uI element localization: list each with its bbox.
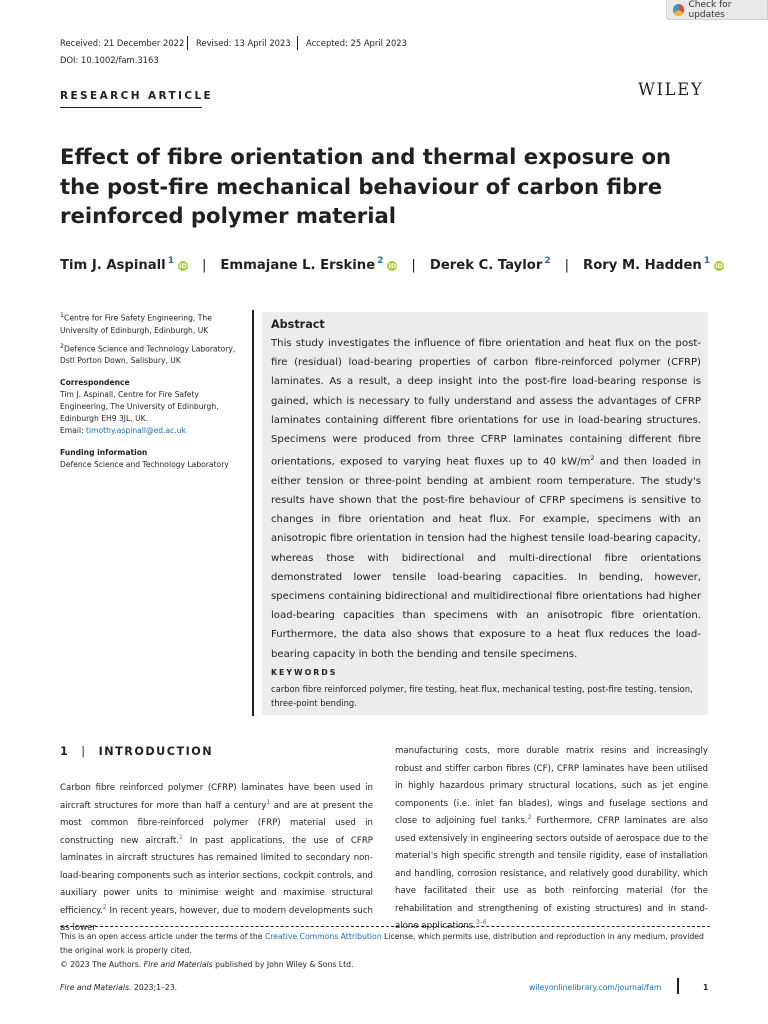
body-column-left [60, 780, 373, 938]
orcid-icon[interactable]: iD [388, 262, 397, 270]
abstract-text-part: and then loaded in either tension or three-point bending at ambient room temperature. The study's results have shown that the post-fire behaviour of CFRP specimens is sensitive to changes in fibre orientation and heat flux. For example, specimens with an anisotropic fibre orientation in tension had the highest tensile load-bearing capacity, whereas those with bidirectional and multi-directional fibre orientations demonstrated lower tensile load-bearing capacities. In bending, however, specimens containing bidirectional and multidirectional fibre orientations had higher load-bearing capacities than specimens with an anisotropic fibre orientation. Furthermore, the data also shows that exposure to a heat flux reduces the load-bearing capacity in both the bending and tensile specimens. [271, 456, 701, 660]
abstract-heading: Abstract [271, 318, 325, 331]
affiliation-1 [60, 310, 246, 337]
affiliation-2 [60, 341, 246, 368]
affiliation-text: Centre for Fire Safety Engineering, The University of Edinburgh, Edinburgh, UK [60, 313, 212, 335]
author-affiliation-number: 2 [544, 256, 551, 266]
orcid-icon[interactable]: iD [715, 262, 723, 270]
author-name-text: Emmajane L. Erskine [220, 258, 376, 273]
correspondence-text: Tim J. Aspinall, Centre for Fire Safety Engineering, The University of Edinburgh, Edinburgh EH9 3JL, UK. [60, 390, 219, 424]
author-name[interactable] [60, 258, 188, 273]
crossmark-icon [673, 4, 684, 16]
article-type-label: RESEARCH ARTICLE [60, 90, 214, 102]
abstract-side-rule [252, 310, 254, 716]
body-text: In past applications, the use of CFRP laminates in aircraft structures has remained limited to secondary non-load-bearing components such as interior sections, cockpit controls, and auxiliary power units to minimise weight and maximise structural efficiency. [60, 835, 373, 916]
body-text: Carbon fibre reinforced polymer (CFRP) laminates have been used in aircraft structures for more than half a century [60, 783, 373, 811]
citation-volume: 2023;1–23. [131, 983, 178, 992]
copyright-text: published by John Wiley & Sons Ltd. [212, 960, 354, 969]
creative-commons-link[interactable]: Creative Commons Attribution [264, 932, 382, 941]
revised-date: Revised: 13 April 2023 [196, 38, 291, 48]
received-date: Received: 21 December 2022 [60, 38, 185, 48]
section-divider: | [81, 745, 87, 758]
reference-link[interactable]: 2 [102, 903, 107, 911]
abstract-text [271, 334, 701, 664]
article-title: Effect of fibre orientation and thermal exposure on the post-fire mechanical behaviour of carbon fibre reinforced polymer material [60, 144, 672, 228]
correspondence-heading: Correspondence [60, 378, 130, 388]
journal-url-link[interactable]: wileyonlinelibrary.com/journal/fam [529, 983, 662, 992]
publisher-logo: WILEY [638, 80, 704, 99]
affiliation-number: 1 [60, 312, 65, 319]
unit-superscript: 2 [590, 454, 595, 463]
author-separator: | [201, 258, 207, 273]
license-text-part: License, which permits use, distribution and reproduction in any medium, provided the original work is properly cited. [60, 932, 704, 955]
section-heading-introduction [60, 745, 213, 758]
check-for-updates-badge[interactable] [666, 0, 768, 20]
correspondence-email-line [60, 425, 246, 437]
check-for-updates-label: Check for updates [688, 0, 732, 20]
section-number: 1 [60, 745, 70, 758]
footer-rule [677, 978, 679, 994]
abstract-text-part: This study investigates the influence of fibre orientation and heat flux on the post-fire (residual) load-bearing properties of carbon fibre-reinforced polymer (CFRP) laminates. As a result, a deep insight into the post-fire load-bearing response is gained, which is necessary to fully understand and assess the advantages of CFRP laminates containing different fibre orientations for use in load-bearing structures. Specimens were produced from three CFRP laminates containing different fibre orientations, exposed to varying heat fluxes up to 40 kW/m [271, 338, 701, 468]
correspondence-email-link[interactable]: timothy.aspinall@ed.ac.uk [86, 426, 186, 436]
author-separator: | [411, 258, 416, 273]
body-text: and are at present the most common fibre-reinforced polymer (FRP) material used in constructing new aircraft. [60, 800, 373, 846]
journal-title: Fire and Materials. [60, 983, 132, 992]
journal-name: Fire and Materials [143, 960, 213, 969]
journal-citation [60, 983, 177, 992]
article-info-column [60, 310, 246, 475]
page-number: 1 [703, 983, 709, 992]
author-name-text: Tim J. Aspinall [60, 258, 166, 273]
author-name[interactable] [583, 258, 724, 273]
author-affiliation-number: 2 [377, 256, 384, 266]
funding-text: Defence Science and Technology Laboratory [60, 460, 229, 470]
author-affiliation-number: 1 [167, 256, 174, 266]
author-name[interactable] [430, 258, 551, 273]
doi[interactable]: DOI: 10.1002/fam.3163 [60, 55, 159, 65]
reference-link[interactable]: 2 [527, 814, 532, 822]
author-name-text: Rory M. Hadden [583, 258, 702, 273]
meta-divider [297, 36, 298, 50]
author-name-text: Derek C. Taylor [429, 258, 543, 273]
accepted-date: Accepted: 25 April 2023 [306, 38, 407, 48]
meta-divider [187, 36, 188, 50]
author-name[interactable] [220, 258, 397, 273]
reference-link[interactable]: 1 [179, 833, 183, 841]
affiliation-text: Defence Science and Technology Laboratory, Dstl Porton Down, Salisbury, UK [60, 344, 236, 366]
article-type-rule [60, 107, 202, 108]
body-column-right [395, 743, 708, 936]
copyright-text: © 2023 The Authors. [60, 960, 144, 969]
keywords-text: carbon fibre reinforced polymer, fire testing, heat flux, mechanical testing, post-fire testing, tension, three-point bending. [271, 684, 693, 708]
funding-heading: Funding information [60, 448, 148, 458]
license-text-part: This is an open access article under the terms of the [60, 932, 265, 941]
body-text: Furthermore, CFRP laminates are also used extensively in engineering sectors outside of aerospace due to the material's high specific strength and tensile rigidity, ease of installation and handling, corrosion resistance, and relatively good durability, which have facilitated their use as both reinforcing material (for the rehabilitation and strengthening of existing structures) and in stand-alone applications. [395, 816, 708, 931]
section-title: INTRODUCTION [98, 745, 214, 758]
reference-link[interactable]: 1 [266, 798, 271, 806]
email-label: Email: [60, 426, 87, 436]
author-affiliation-number: 1 [703, 256, 711, 266]
author-separator: | [564, 258, 570, 273]
license-text [60, 930, 710, 958]
affiliation-number: 2 [60, 342, 65, 350]
footnote-rule [60, 926, 710, 927]
author-list [60, 258, 724, 273]
copyright-line [60, 958, 710, 972]
reference-link[interactable]: 3–6 [476, 919, 487, 927]
orcid-icon[interactable]: iD [179, 262, 187, 270]
body-text: manufacturing costs, more durable matrix resins and increasingly robust and stiffer carbon fibres (CF), CFRP laminates have been utilised in highly hazardous primary structural locations, such as jet engine components (i.e. inlet fan blades), wings and fuselage sections and close to adjoining fuel tanks. [395, 746, 708, 826]
license-note [60, 930, 710, 972]
body-text: In recent years, however, due to modern developments such as lower [60, 905, 373, 933]
keywords-label: KEYWORDS [271, 668, 338, 677]
